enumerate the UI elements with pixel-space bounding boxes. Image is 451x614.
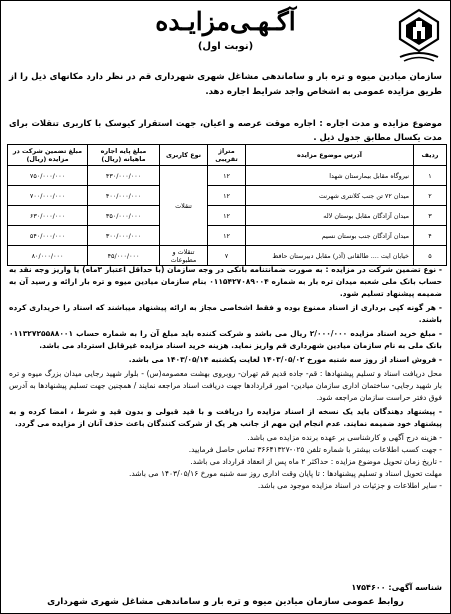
table-row [8,166,447,186]
other-info-paragraph: - سایر اطلاعات و جزئیات در اسناد مزایده موجود می باشد. [257,481,442,490]
cell-row-number: ۵ [414,246,447,266]
footer-signature: روابط عمومی سازمان میادین میوه و تره بار و ساماندهی مشاغل شهری شهرداری [47,597,404,607]
cell-area: ۱۲ [208,166,246,186]
notice-body [9,264,442,492]
header-area: متراژ تقریبی [208,145,246,166]
cell-area: ۱۲ [208,226,246,246]
cell-area: ۷ [208,246,246,266]
table-row [8,246,447,266]
cell-usage: تنقلات و مطبوعات [160,246,208,266]
header-address: آدرس موضوع مزایده [246,145,414,166]
ad-cost-paragraph: - هزینه درج آگهی و کارشناسی بر عهده برنده مزایده می باشد. [247,433,442,442]
guarantee-paragraph: - نوع تضمین شرکت در مزایده : به صورت ضمانتنامه بانکی در وجه سازمان (با حداقل اعتبار ۳ماه) یا واریز وجه نقد به حساب بانک ملی شعبه میدان تره بار به شماره ۰۱۱۵۴۲۷۰۸۹۰۰۴ بنام سازمان میادین میوه و تره بار ارائه و رسید آن به ضمیمه پیشنهاد تسلیم شود. [9,265,442,298]
cell-row-number: ۴ [414,226,447,246]
table-row [8,186,447,206]
notice-round: (نوبت اول) [197,41,254,52]
copy-ban-paragraph: - هر گونه کپی برداری از اسناد ممنوع بوده و فقط اشخاصی مجاز به ارائه پیشنهاد میباشند که اسناد را خریداری کرده باشند. [9,303,442,324]
header-deposit: مبلغ تضمین شرکت در مزایده (ریال) [8,145,88,166]
cell-rent: ۳۰۰/۰۰۰/۰۰۰ [88,226,160,246]
header-rent: مبلغ پایه اجاره ماهیانه (ریال) [88,145,160,166]
delivery-time-paragraph: - تاریخ زمان تحویل موضوع مزایده : حداکثر ۲ ماه پس از انعقاد قرارداد می باشد. [190,457,442,466]
cell-address: میدان آزادگان جنب بوستان نسیم [246,226,414,246]
document-price-paragraph: - مبلغ خرید اسناد مزایده ۲/۰۰۰/۰۰۰ ریال می باشد و شرکت کننده باید مبلغ آن را به شماره حساب ۰۱۱۳۲۷۲۵۵۸۸۰۰۱ بانک ملی به نام سازمان میادین شهرداری قم واریز نماید. هزینه خرید اسناد مزایده غیرقابل استرداد می باشد. [9,329,442,350]
sale-period-paragraph: - فروش اسناد از روز سه شنبه مورخ ۱۴۰۳/۰۵/۰۲ لغایت یکشنبه ۱۴۰۳/۰۵/۱۴ می باشد. [128,355,442,364]
cell-deposit: ۵۴۰/۰۰۰/۰۰۰ [8,226,88,246]
cell-deposit: ۷۰۰/۰۰۰/۰۰۰ [8,186,88,206]
cell-row-number: ۲ [414,186,447,206]
cell-area: ۱۲ [208,186,246,206]
cell-row-number: ۱ [414,166,447,186]
deadline-paragraph: مهلت تحویل اسناد و تسلیم پیشنهادها : تا پایان وقت اداری روز سه شنبه مورخ ۱۴۰۳/۰۵/۱۶ می باشد. [128,469,442,478]
cell-row-number: ۳ [414,206,447,226]
cell-address: نیروگاه مقابل بیمارستان شهدا [246,166,414,186]
cell-rent: ۴۵/۰۰۰/۰۰۰ [88,246,160,266]
cell-rent: ۳۵۰/۰۰۰/۰۰۰ [88,206,160,226]
cell-address: میدان ۷۲ تن جنب کلانتری شهرنت [246,186,414,206]
notice-header [1,1,450,71]
cell-deposit: ۷۵۰/۰۰۰/۰۰۰ [8,166,88,186]
header-row-number: ردیف [414,145,447,166]
intro-paragraph: سازمان میادین میوه و تره بار و ساماندهی مشاغل شهری شهرداری قم در نظر دارد مکانهای ذیل را از طریق مزایده عمومی به اشخاص واجد شرایط اجاره دهد. [9,72,442,97]
subject-paragraph: موضوع مزایده و مدت اجاره : اجاره موقت عرصه و اعیان، جهت استقرار کیوسک با کاربری تنقلات برای مدت یکسال مطابق جدول ذیل . [9,118,442,142]
cell-deposit: ۶۳۰/۰۰۰/۰۰۰ [8,206,88,226]
contact-paragraph: - جهت کسب اطلاعات بیشتر با شماره تلفن ۰۲۵-۳۶۶۴۱۳۲۷ تماس حاصل فرمایید. [188,445,442,454]
ad-identifier: شناسه آگهی: ۱۷۵۴۶۰۰ [351,583,442,592]
table-header-row [8,145,447,166]
cell-rent: ۴۰۰/۰۰۰/۰۰۰ [88,186,160,206]
notice-title: آگـهـی‌مزایـده [155,7,296,36]
cell-usage: تنقلات [160,166,208,246]
cell-area: ۱۲ [208,206,246,226]
cell-address: خیابان ایت .... طالقانی (آذر) مقابل دبیرستان حافظ [246,246,414,266]
cell-address: میدان آزادگان مقابل بوستان لاله [246,206,414,226]
header-usage: نوع کاربری [160,145,208,166]
table-row [8,206,447,226]
location-paragraph: محل دریافت اسناد و تسلیم پیشنهادها : قم- جاده قدیم قم تهران- روبروی بهشت معصومه(س) - بلوار شهید رجایی میدان بزرگ میوه و تره بار شهید رجایی- ساختمان اداری سازمان میادین- امور قراردادها جهت دریافت اسناد مراجعه نمایند / همچنین جهت تسلیم پیشنهادها به آدرس فوق دفتر حراست سازمان مراجعه شود. [9,369,442,402]
table-row [8,226,447,246]
cell-deposit: ۸۰/۰۰۰/۰۰۰ [8,246,88,266]
signature-requirement-paragraph: - پیشنهاد دهندگان باید یک نسخه از اسناد مزایده را دریافت و با قید قبولی و بدون قید و شرط ، امضا کرده و به پیشنهاد خود ضمیمه نمایند. عدم انجام این مهم از جانب هر یک از شرکت کنندگان باعث حذف آنان از مزایده می گردد. [9,407,442,428]
auction-items-table [7,144,447,266]
cell-rent: ۴۳۰/۰۰۰/۰۰۰ [88,166,160,186]
